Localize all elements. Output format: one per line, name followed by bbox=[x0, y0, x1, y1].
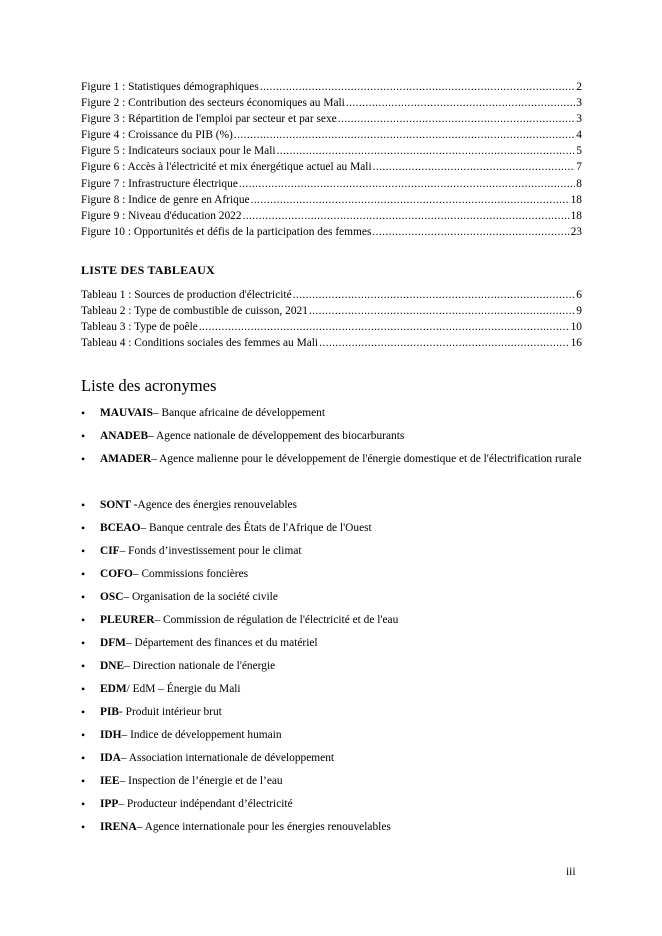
dot-leader bbox=[309, 303, 575, 319]
acronym-abbr: MAUVAIS bbox=[100, 407, 153, 419]
tables-list bbox=[81, 287, 582, 351]
bullet-icon: • bbox=[81, 406, 86, 420]
bullet-icon: • bbox=[81, 681, 86, 696]
tables-heading: LISTE DES TABLEAUX bbox=[81, 263, 215, 277]
acronym-abbr: PLEURER bbox=[100, 613, 155, 626]
bullet-icon: • bbox=[81, 635, 86, 650]
acronym-abbr: AMADER bbox=[100, 453, 152, 465]
acronym-abbr: IDH bbox=[100, 728, 122, 741]
acronym-definition: – Association internationale de développement bbox=[120, 751, 335, 764]
dot-leader bbox=[293, 287, 576, 303]
table-entry[interactable]: Tableau 4 : Conditions sociales des femmes au Mali ..... 16 bbox=[81, 335, 582, 351]
acronym-item bbox=[81, 747, 582, 770]
acronym-abbr: COFO bbox=[100, 567, 133, 580]
bullet-icon: • bbox=[81, 612, 86, 627]
dot-leader bbox=[243, 208, 570, 224]
acronym-definition: – Fonds d’investissement pour le climat bbox=[119, 544, 302, 557]
bullet-icon: • bbox=[81, 796, 86, 811]
acronym-abbr: DFM bbox=[100, 636, 126, 649]
figures-list bbox=[81, 79, 582, 240]
acronym-abbr: IPP bbox=[100, 797, 119, 810]
dot-leader bbox=[319, 335, 570, 351]
dot-leader bbox=[251, 192, 570, 208]
acronym-definition: – Agence malienne pour le développement de l'énergie domestique et de l'électrification rurale bbox=[151, 453, 582, 465]
acronym-definition: – Agence internationale pour les énergies renouvelables bbox=[136, 820, 391, 833]
acronym-definition: – Banque africaine de développement bbox=[152, 407, 326, 419]
acronym-item bbox=[81, 632, 582, 655]
figure-entry[interactable]: Figure 1 : Statistiques démographiques ..... 2 bbox=[81, 79, 582, 95]
bullet-icon: • bbox=[81, 566, 86, 581]
bullet-icon: • bbox=[81, 819, 86, 834]
acronym-item bbox=[81, 609, 582, 632]
table-entry[interactable]: Tableau 2 : Type de combustible de cuisson, 2021 ..... 9 bbox=[81, 303, 582, 319]
figure-entry[interactable]: Figure 2 : Contribution des secteurs économiques au Mali ..... 3 bbox=[81, 95, 582, 111]
bullet-icon: • bbox=[81, 452, 86, 466]
dot-leader bbox=[260, 79, 575, 95]
bullet-icon: • bbox=[81, 704, 86, 719]
figure-entry[interactable]: Figure 5 : Indicateurs sociaux pour le Mali ..... 5 bbox=[81, 143, 582, 159]
dot-leader bbox=[338, 111, 576, 127]
acronym-definition: – Indice de développement humain bbox=[121, 728, 282, 741]
table-entry[interactable]: Tableau 3 : Type de poêle ..... 10 bbox=[81, 319, 582, 335]
bullet-icon: • bbox=[81, 543, 86, 558]
acronym-definition: – Commission de régulation de l'électricité et de l'eau bbox=[154, 613, 399, 626]
bullet-icon: • bbox=[81, 750, 86, 765]
acronym-abbr: OSC bbox=[100, 590, 124, 603]
acronym-item bbox=[81, 540, 582, 563]
acronyms-list bbox=[81, 402, 582, 839]
acronym-definition: – Banque centrale des États de l'Afrique de l'Ouest bbox=[140, 521, 372, 534]
acronym-abbr: BCEAO bbox=[100, 521, 141, 534]
dot-leader bbox=[277, 143, 576, 159]
acronym-definition: – Producteur indépendant d’électricité bbox=[118, 797, 293, 810]
figure-entry[interactable]: Figure 7 : Infrastructure électrique ..... 8 bbox=[81, 176, 582, 192]
bullet-icon: • bbox=[81, 727, 86, 742]
acronym-item bbox=[81, 517, 582, 540]
acronym-item bbox=[81, 448, 582, 494]
dot-leader bbox=[372, 224, 569, 240]
acronym-item bbox=[81, 770, 582, 793]
acronym-definition: – Commissions foncières bbox=[132, 567, 249, 580]
page-number: iii bbox=[566, 866, 576, 878]
acronym-item bbox=[81, 816, 582, 839]
acronym-item bbox=[81, 586, 582, 609]
table-entry[interactable]: Tableau 1 : Sources de production d'électricité ..... 6 bbox=[81, 287, 582, 303]
acronym-definition: – Département des finances et du matériel bbox=[125, 636, 318, 649]
acronym-abbr: IRENA bbox=[100, 820, 137, 833]
acronym-abbr: CIF bbox=[100, 544, 120, 557]
acronym-abbr: SONT - bbox=[100, 498, 138, 511]
bullet-icon: • bbox=[81, 429, 86, 443]
acronym-item bbox=[81, 655, 582, 678]
acronym-definition: - Produit intérieur brut bbox=[119, 705, 222, 718]
acronym-abbr: DNE bbox=[100, 659, 125, 672]
bullet-icon: • bbox=[81, 589, 86, 604]
acronym-definition: – Organisation de la société civile bbox=[123, 590, 278, 603]
figure-entry[interactable]: Figure 8 : Indice de genre en Afrique ..... 18 bbox=[81, 192, 582, 208]
acronym-item bbox=[81, 724, 582, 747]
acronym-item bbox=[81, 563, 582, 586]
acronym-item bbox=[81, 793, 582, 816]
acronym-abbr: IDA bbox=[100, 751, 121, 764]
dot-leader bbox=[346, 95, 575, 111]
bullet-icon: • bbox=[81, 658, 86, 673]
dot-leader bbox=[199, 319, 570, 335]
figure-entry[interactable]: Figure 4 : Croissance du PIB (%) ..... 4 bbox=[81, 127, 582, 143]
acronym-abbr: PIB bbox=[100, 705, 119, 718]
acronyms-heading: Liste des acronymes bbox=[81, 376, 217, 395]
bullet-icon: • bbox=[81, 497, 86, 512]
acronym-definition: Agence des énergies renouvelables bbox=[137, 498, 297, 511]
acronym-abbr: EDM bbox=[100, 682, 127, 695]
dot-leader bbox=[234, 127, 575, 143]
acronym-definition: – Inspection de l’énergie et de l’eau bbox=[119, 774, 283, 787]
acronym-item bbox=[81, 701, 582, 724]
dot-leader bbox=[239, 176, 575, 192]
acronym-item bbox=[81, 425, 582, 448]
figure-entry[interactable]: Figure 3 : Répartition de l'emploi par secteur et par sexe ..... 3 bbox=[81, 111, 582, 127]
acronym-item bbox=[81, 494, 582, 517]
figure-entry[interactable]: Figure 6 : Accès à l'électricité et mix énergétique actuel au Mali ..... 7 bbox=[81, 159, 582, 175]
figure-entry[interactable]: Figure 10 : Opportunités et défis de la participation des femmes ..... 23 bbox=[81, 224, 582, 240]
acronym-abbr: IEE bbox=[100, 774, 120, 787]
acronym-definition: – Agence nationale de développement des biocarburants bbox=[148, 430, 405, 442]
dot-leader bbox=[373, 159, 576, 175]
acronym-definition: / EdM – Énergie du Mali bbox=[126, 682, 241, 695]
bullet-icon: • bbox=[81, 773, 86, 788]
acronym-item bbox=[81, 678, 582, 701]
bullet-icon: • bbox=[81, 520, 86, 535]
acronym-item bbox=[81, 402, 582, 425]
acronym-abbr: ANADEB bbox=[100, 430, 149, 442]
acronym-definition: – Direction nationale de l'énergie bbox=[124, 659, 276, 672]
figure-entry[interactable]: Figure 9 : Niveau d'éducation 2022 ..... 18 bbox=[81, 208, 582, 224]
